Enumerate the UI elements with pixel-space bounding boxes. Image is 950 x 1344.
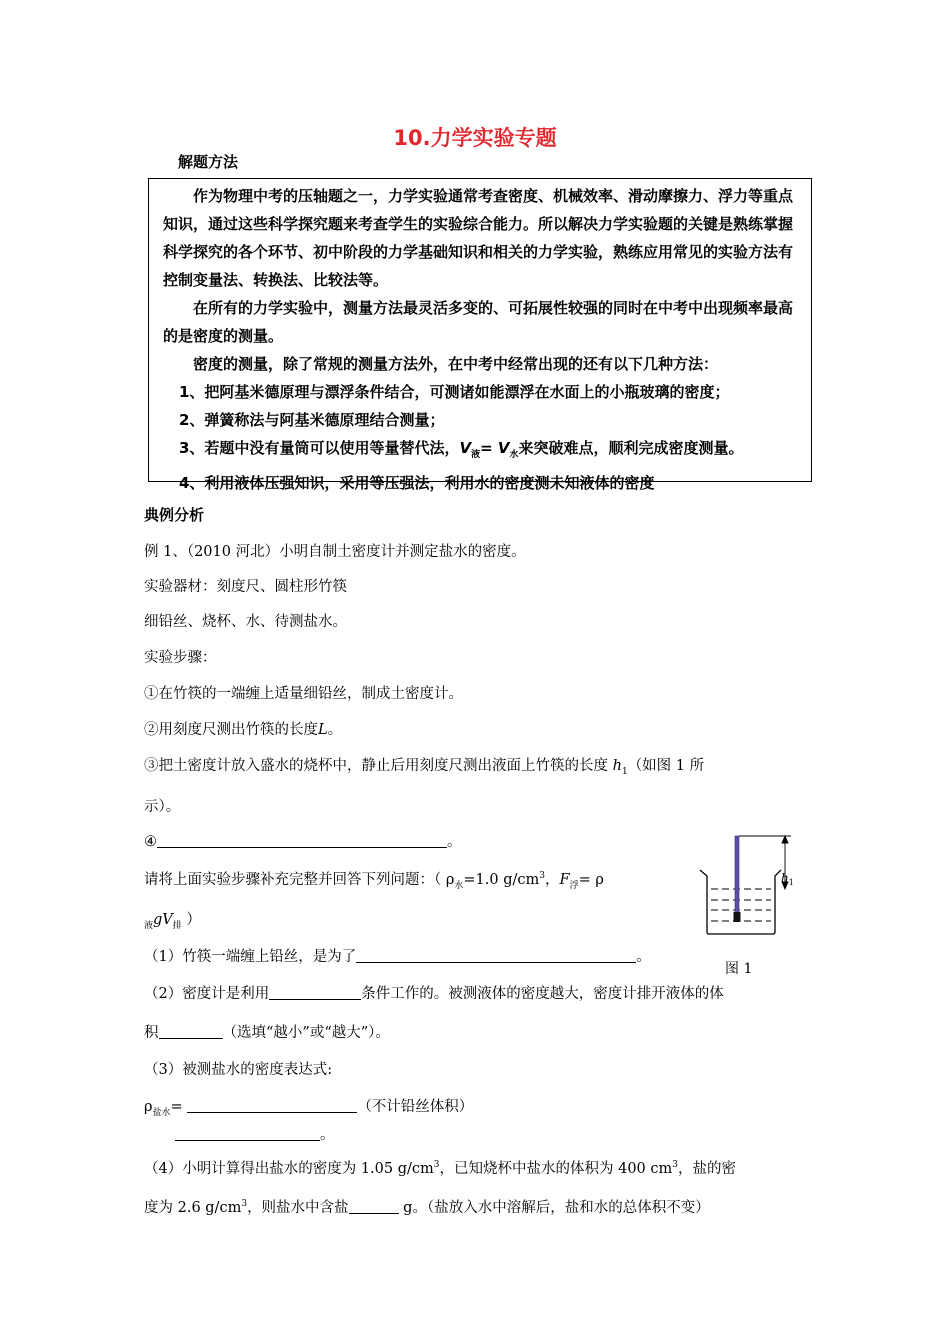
example-line-8: 示）。	[144, 799, 181, 815]
question-4: （4）小明计算得出盐水的密度为 1.05 $g/cm^3$，已知烧杯中盐水的体积为 400 $cm^3$，盐的密	[144, 1160, 736, 1177]
lead-wire	[734, 912, 741, 922]
method-item-3: 3、若题中没有量筒可以使用等量替代法，$V_液= V_水$来突破难点，顺利完成密度测量。	[179, 439, 744, 460]
question-4b: 度为 2.6 $g/cm^3$，则盐水中含盐 g。（盐放入水中溶解后，盐和水的总体积不变）	[144, 1199, 710, 1216]
question-2b: 积 （选填“越小”或“越大”）。	[144, 1025, 390, 1041]
example-heading: 典例分析	[144, 506, 205, 524]
q3-blank-2[interactable]	[175, 1126, 320, 1142]
q2-blank-condition[interactable]	[269, 985, 361, 1001]
liquid-dashes	[711, 889, 771, 921]
question-3: （3）被测盐水的密度表达式:	[144, 1062, 333, 1078]
q1-blank[interactable]	[356, 948, 636, 964]
example-line-6: ②用刻度尺测出竹筷的长度L。	[144, 722, 343, 738]
example-line-4: 实验步骤：	[144, 650, 217, 666]
example-line-9: ④ 。	[144, 834, 462, 850]
page-title: 10.力学实验专题	[393, 126, 557, 150]
question-3-expression: $\rho_{盐水}=$ （不计铅丝体积）	[144, 1099, 474, 1118]
figure-label-h1: $h_1$	[781, 871, 794, 887]
method-item-2: 2、弹簧称法与阿基米德原理结合测量；	[179, 411, 445, 429]
method-para-3: 密度的测量，除了常规的测量方法外，在中考中经常出现的还有以下几种方法：	[193, 355, 719, 373]
question-3-expression-line-2: 。	[175, 1123, 335, 1144]
q2-blank-volume[interactable]	[159, 1024, 223, 1040]
bamboo-chopstick	[735, 836, 739, 916]
example-line-11: $_液gV_排$ ）	[144, 912, 201, 931]
method-box	[148, 178, 812, 492]
question-2: （2）密度计是利用 条件工作的。被测液体的密度越大，密度计排开液体的体	[144, 986, 724, 1002]
method-item-4: 4、利用液体压强知识，采用等压强法，利用水的密度测未知液体的密度	[179, 474, 655, 492]
step-4-blank[interactable]	[157, 833, 447, 849]
question-1: （1）竹筷一端缠上铅丝，是为了 。	[144, 949, 651, 965]
method-para-2: 在所有的力学实验中，测量方法最灵活多变的、可拓展性较强的同时在中考中出现频率最高的是密度的测量。	[163, 299, 794, 345]
q4-blank[interactable]	[349, 1199, 399, 1215]
example-line-3: 细铅丝、烧杯、水、待测盐水。	[144, 614, 347, 630]
method-para-1: 作为物理中考的压轴题之一，力学实验通常考查密度、机械效率、滑动摩擦力、浮力等重点知识，通过这些科学探究题来考查学生的实验综合能力。所以解决力学实验题的关键是熟练掌握科学探究的各个环节、初中阶段的力学基础知识和相关的力学实验，熟练应用常见的实验方法有控制变量法、转换法、比较法等。	[163, 187, 794, 289]
beaker	[700, 870, 781, 934]
example-line-2: 实验器材：刻度尺、圆柱形竹筷	[144, 579, 347, 595]
q3-blank-1[interactable]	[187, 1098, 357, 1114]
example-line-5: ①在竹筷的一端缠上适量细铅丝，制成土密度计。	[144, 686, 463, 702]
method-heading: 解题方法	[178, 153, 239, 171]
method-item-1: 1、把阿基米德原理与漂浮条件结合，可测诸如能漂浮在水面上的小瓶玻璃的密度；	[179, 383, 730, 401]
example-line-1: 例 1、（2010 河北）小明自制土密度计并测定盐水的密度。	[144, 544, 526, 560]
figure-1-beaker-diagram	[695, 828, 805, 948]
example-line-10: 请将上面实验步骤补充完整并回答下列问题：（ $\rho_水=1.0$ $g/cm^3$，$F_浮= \rho$	[144, 871, 604, 891]
example-line-7: ③把土密度计放入盛水的烧杯中，静止后用刻度尺测出液面上竹筷的长度 $h_1$（如图 1 所	[144, 758, 705, 777]
figure-caption: 图 1	[725, 961, 753, 977]
